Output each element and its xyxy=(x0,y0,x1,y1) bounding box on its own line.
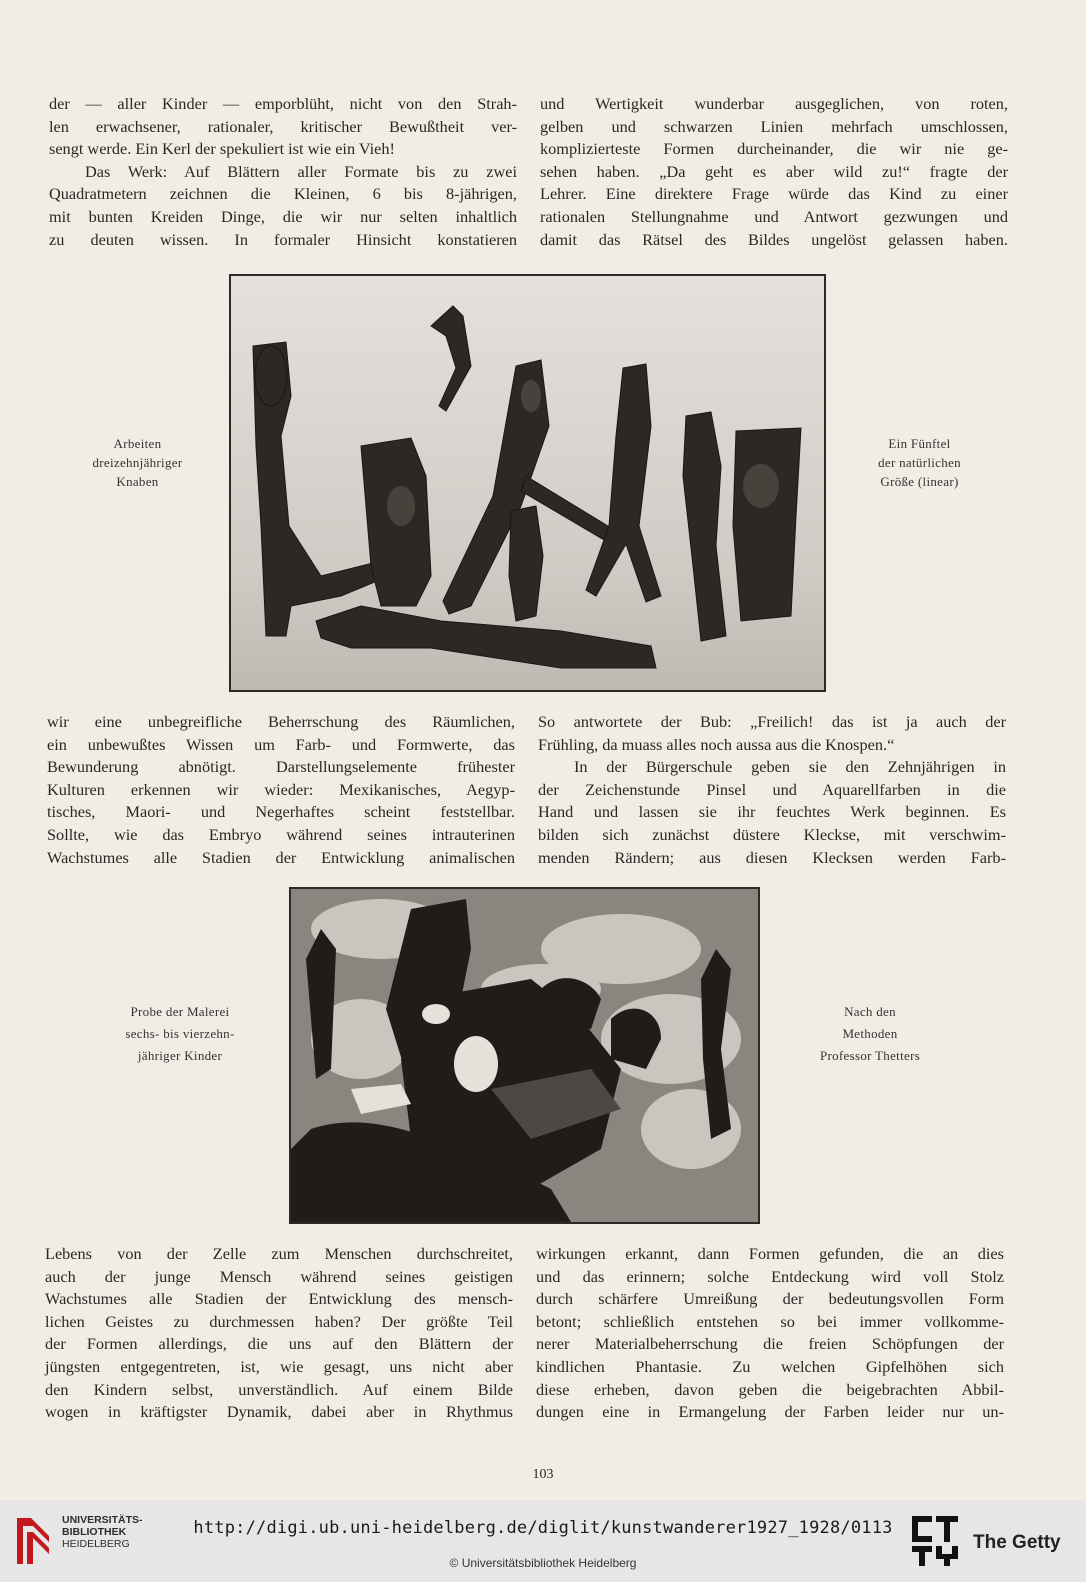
figure1-caption-right xyxy=(852,434,987,491)
text-line: durch schärfere Umreißung der bedeutungsvollen Form xyxy=(536,1289,1004,1309)
permalink-url[interactable]: http://digi.ub.uni-heidelberg.de/diglit/kunstwanderer1927_1928/0113 xyxy=(193,1518,893,1538)
text-line: nerer Materialbeherrschung die freien Schöpfungen der xyxy=(536,1334,1004,1354)
text-line: den Kindern selbst, unverständlich. Auf einem Bilde xyxy=(45,1379,513,1399)
text-line: Sollte, wie das Embryo während seines intrauterinen xyxy=(47,824,515,844)
footer-bar xyxy=(0,1500,1086,1582)
text-line: der Zeichenstunde Pinsel und Aquarellfarben in die xyxy=(538,779,1006,799)
column-top-left xyxy=(49,93,517,251)
text-line: Lebens von der Zelle zum Menschen durchschreitet, xyxy=(45,1244,513,1263)
column-mid-left xyxy=(47,711,515,869)
library-name-line: BIBLIOTHEK xyxy=(62,1526,127,1538)
text-line: Wachstumes alle Stadien der Entwicklung animalischen xyxy=(47,847,515,867)
text-line: mit bunten Kreiden Dinge, die wir nur selten inhaltlich xyxy=(49,206,517,226)
text-line: betont; schließlich entstehen so bei immer vollkomme- xyxy=(536,1311,1004,1331)
text-line: wir eine unbegreifliche Beherrschung des Räumlichen, xyxy=(47,712,515,731)
figure-painting xyxy=(289,887,760,1224)
text-line: Lehrer. Eine direktere Frage würde das Kind zu einer xyxy=(540,184,1008,204)
painting-illustration xyxy=(291,889,758,1222)
text-line: tisches, Maori- und Negerhaftes scheint feststellbar. xyxy=(47,802,515,822)
text-line: gelben und schwarzen Linien mehrfach umschlossen, xyxy=(540,116,1008,136)
text-line: wogen in kräftigster Dynamik, dabei aber in Rhythmus xyxy=(45,1402,513,1422)
text-line: diese erheben, davon geben die beigebrachten Abbil- xyxy=(536,1379,1004,1399)
text-line: und das erinnern; solche Entdeckung wird voll Stolz xyxy=(536,1266,1004,1286)
figure2-caption-left xyxy=(100,1001,260,1067)
column-top-right xyxy=(540,93,1008,251)
text-line: rationalen Stellungnahme und Antwort gezwungen und xyxy=(540,206,1008,226)
caption-line: Größe (linear) xyxy=(880,474,959,489)
text-line: Bewunderung abnötigt. Darstellungselemente frühester xyxy=(47,757,515,777)
column-mid-right xyxy=(538,711,1006,869)
caption-line: jähriger Kinder xyxy=(137,1048,223,1063)
figure1-caption-left xyxy=(70,434,205,491)
text-line: wirkungen erkannt, dann Formen gefunden, die an dies xyxy=(536,1244,1004,1263)
text-line: In der Bürgerschule geben sie den Zehnjährigen in xyxy=(574,757,1006,777)
text-line: sengt werde. Ein Kerl der spekuliert ist wie ein Vieh! xyxy=(49,139,395,159)
text-line: Kulturen erkennen wir wieder: Mexikanisches, Aegyp- xyxy=(47,779,515,799)
text-line: damit das Rätsel des Bildes ungelöst gelassen haben. xyxy=(540,229,1008,249)
text-line: der — aller Kinder — emporblüht, nicht von den Strah- xyxy=(49,94,517,113)
text-line: komplizierteste Formen durcheinander, die wir nie ge- xyxy=(540,139,1008,159)
caption-line: Arbeiten xyxy=(113,436,162,451)
text-line: So antwortete der Bub: „Freilich! das ist ja auch der xyxy=(538,712,1006,731)
text-line: der Formen allerdings, die uns auf den Blättern der xyxy=(45,1334,513,1354)
text-line: Frühling, da muass alles noch aussa aus die Knospen.“ xyxy=(538,734,895,754)
caption-line: Probe der Malerei xyxy=(130,1004,230,1019)
text-line: bilden sich zunächst düstere Kleckse, mit verschwim- xyxy=(538,824,1006,844)
caption-line: Nach den xyxy=(844,1004,896,1019)
carvings-illustration xyxy=(231,276,824,690)
copyright-notice: © Universitätsbibliothek Heidelberg xyxy=(449,1556,637,1570)
text-line: sehen haben. „Da geht es aber wild zu!“ fragte der xyxy=(540,161,1008,181)
caption-line: Knaben xyxy=(116,474,159,489)
caption-line: Ein Fünftel xyxy=(888,436,951,451)
caption-line: Professor Thetters xyxy=(819,1048,921,1063)
caption-line: sechs- bis vierzehn- xyxy=(125,1026,235,1041)
caption-line: der natürlichen xyxy=(878,455,961,470)
page-number: 103 xyxy=(532,1467,554,1482)
text-line: dungen eine in Ermangelung der Farben leider nur un- xyxy=(536,1402,1004,1422)
caption-line: Methoden xyxy=(842,1026,898,1041)
library-name-line: HEIDELBERG xyxy=(62,1538,130,1550)
column-bottom-left xyxy=(45,1243,513,1424)
text-line: Wachstumes alle Stadien der Entwicklung des mensch- xyxy=(45,1289,513,1309)
library-name-line: UNIVERSITÄTS- xyxy=(62,1514,143,1526)
text-line: zu deuten wissen. In formaler Hinsicht konstatieren xyxy=(49,229,517,249)
text-line: Hand und lassen sie ihr feuchtes Werk beginnen. Es xyxy=(538,802,1006,822)
text-line: und Wertigkeit wunderbar ausgeglichen, von roten, xyxy=(540,94,1008,113)
figure2-caption-right xyxy=(790,1001,950,1067)
text-line: len erwachsener, rationaler, kritischer Bewußtheit ver- xyxy=(49,116,517,136)
getty-label[interactable]: The Getty xyxy=(973,1532,1061,1553)
text-line: Das Werk: Auf Blättern aller Formate bis zu zwei xyxy=(85,161,517,181)
caption-line: dreizehnjähriger xyxy=(92,455,183,470)
figure-carvings-photo xyxy=(229,274,826,692)
getty-logo-icon[interactable] xyxy=(910,1512,960,1568)
text-line: auch der junge Mensch während seines geistigen xyxy=(45,1266,513,1286)
text-line: kindlichen Phantasie. Zu welchen Gipfelhöhen sich xyxy=(536,1356,1004,1376)
text-line: menden Rändern; aus diesen Klecksen werden Farb- xyxy=(538,847,1006,867)
text-line: lichen Geistes zu durchmessen haben? Der größte Teil xyxy=(45,1311,513,1331)
column-bottom-right xyxy=(536,1243,1004,1424)
text-line: jüngsten entgegentreten, ist, wie gesagt, uns nicht aber xyxy=(45,1356,513,1376)
text-line: Quadratmetern zeichnen die Kleinen, 6 bis 8-jährigen, xyxy=(49,184,517,204)
text-line: ein unbewußtes Wissen um Farb- und Formwerte, das xyxy=(47,734,515,754)
